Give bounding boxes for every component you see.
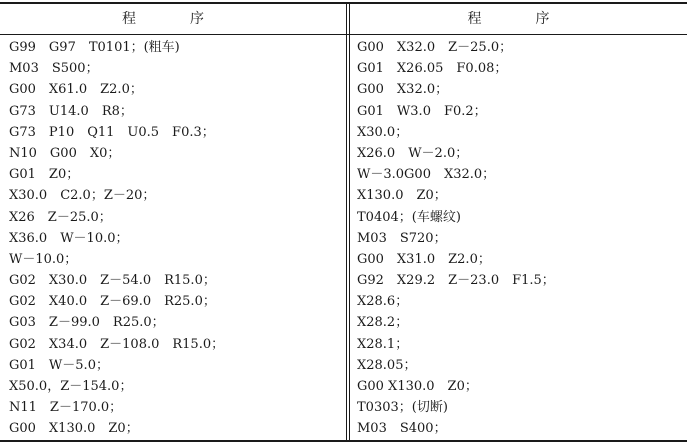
right-column-header: 程 序 (467, 11, 570, 27)
column-divider-left-line (346, 2, 347, 442)
program-line: M03 S400； (357, 421, 447, 437)
program-line: X36.0 W－10.0； (9, 230, 129, 246)
program-line: G00 X32.0； (357, 82, 449, 98)
program-line: G02 X30.0 Z－54.0 R15.0； (9, 273, 216, 289)
program-line: G01 W－5.0； (9, 357, 109, 373)
program-line: X30.0； (357, 124, 409, 140)
program-line: N10 G00 X0； (9, 145, 121, 161)
program-line: T0303；(切断) (357, 400, 448, 416)
program-line: G00 X61.0 Z2.0； (9, 82, 143, 98)
program-line: W－3.0G00 X32.0； (357, 167, 496, 183)
left-program-column (9, 37, 343, 440)
program-line: G00 X31.0 Z2.0； (357, 251, 491, 267)
program-line: G03 Z－99.0 R25.0； (9, 315, 165, 331)
program-line: X26 Z－25.0； (9, 209, 112, 225)
program-line: X26.0 W－2.0； (357, 145, 469, 161)
program-line: G01 X26.05 F0.08； (357, 61, 508, 77)
program-line: X28.05； (357, 357, 417, 373)
program-line: X28.6； (357, 294, 409, 310)
program-line: G99 G97 T0101；(粗车) (9, 40, 180, 55)
program-line: G01 Z0； (9, 167, 80, 183)
table-top-border (0, 2, 687, 4)
program-line: X28.1； (357, 336, 409, 352)
program-line: T0404；(车螺纹) (357, 209, 461, 225)
program-line: X130.0 Z0； (357, 188, 447, 204)
program-line: X28.2； (357, 315, 409, 331)
program-line: G00 X130.0 Z0； (357, 379, 478, 394)
program-line: G00 X130.0 Z0； (9, 421, 139, 437)
header-divider (0, 34, 687, 35)
program-line: G92 X29.2 Z－23.0 F1.5； (357, 273, 555, 289)
program-line: X30.0 C2.0；Z－20； (9, 188, 156, 204)
left-column-header: 程 序 (122, 11, 224, 27)
program-line: G02 X40.0 Z－69.0 R25.0； (9, 294, 216, 310)
program-line: X50.0，Z－154.0； (9, 379, 133, 394)
program-line: M03 S500； (9, 61, 99, 77)
program-line: W－10.0； (9, 251, 78, 267)
program-line: G01 W3.0 F0.2； (357, 103, 487, 119)
program-line: M03 S720； (357, 230, 447, 246)
right-program-column (357, 37, 685, 440)
column-divider-right-line (349, 2, 350, 442)
program-line: G02 X34.0 Z－108.0 R15.0； (9, 336, 225, 352)
program-line: N11 Z－170.0； (9, 400, 123, 416)
program-line: G73 U14.0 R8； (9, 103, 133, 119)
table-bottom-border (0, 440, 687, 442)
program-line: G00 X32.0 Z－25.0； (357, 40, 513, 55)
program-line: G73 P10 Q11 U0.5 F0.3； (9, 124, 215, 140)
